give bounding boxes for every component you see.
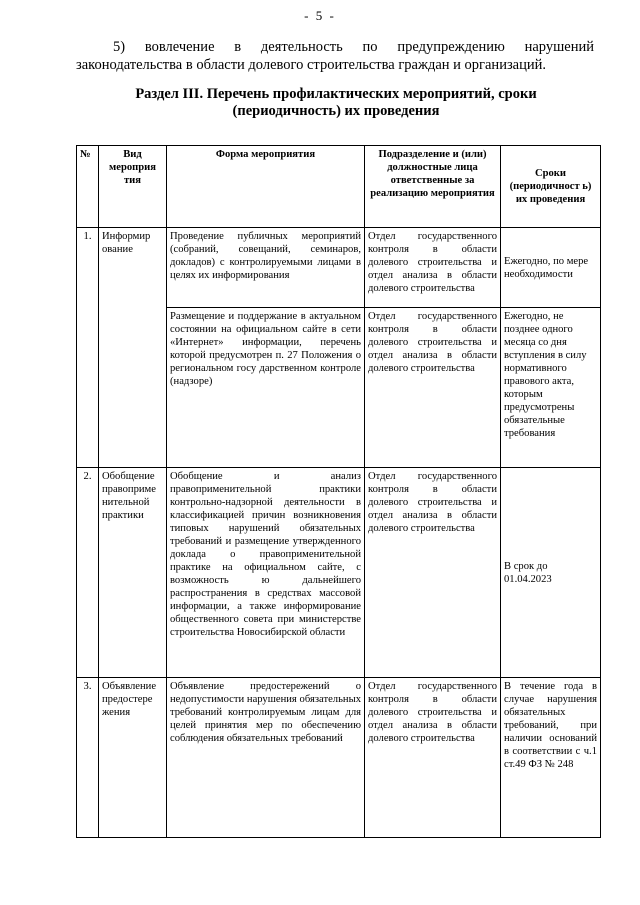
row-1-num: 1.: [77, 228, 99, 468]
row-3-num: 3.: [77, 678, 99, 838]
activities-table: [76, 145, 601, 838]
row-2-num: 2.: [77, 468, 99, 678]
section-heading-line-2: (периодичность) их проведения: [232, 103, 440, 119]
section-heading-line-1: Раздел III. Перечень профилактических мероприятий, сроки: [135, 86, 537, 102]
row-1-type: Информир ование: [99, 228, 167, 468]
intro-line-2: законодательства в области долевого строительства граждан и организаций.: [76, 57, 547, 73]
row-2-responsible: Отдел государственного контроля в области долевого строительства и отдел анализа в области долевого строительства: [365, 468, 501, 678]
row-2-type: Обобщение правоприме нительной практики: [99, 468, 167, 678]
row-1-responsible: Отдел государственного контроля в области долевого строительства и отдел анализа в области долевого строительства: [365, 228, 501, 308]
intro-line-1: 5) вовлечение в деятельность по предупреждению нарушений: [113, 39, 594, 55]
header-type: Вид мероприя тия: [99, 146, 167, 228]
row-3-type: Объявление предостере жения: [99, 678, 167, 838]
table-header-row: [77, 146, 601, 228]
row-2-form: Обобщение и анализ правоприменительной практики контрольно-надзорной деятельности в классификацией причин возникновения типовых нарушений обязательных требований и размещение утвержденного доклада о правоприменительной практике на официальном сайте, с возможность ю дальнейшего распространения в средствах массовой информации, а также информирование общественного совета при министерстве строительства Новосибирской области: [167, 468, 365, 678]
row-1b-responsible: Отдел государственного контроля в области долевого строительства и отдел анализа в области долевого строительства: [365, 308, 501, 468]
row-2-terms: В срок до 01.04.2023: [501, 468, 601, 678]
table-row: [77, 678, 601, 838]
header-terms: Сроки (периодичност ь) их проведения: [501, 146, 601, 228]
header-num: №: [77, 146, 99, 228]
intro-paragraph: [76, 38, 594, 74]
section-heading: [80, 86, 592, 120]
table-row: [77, 228, 601, 308]
row-1b-form: Размещение и поддержание в актуальном состоянии на официальном сайте в сети «Интернет» информации, перечень которой предусмотрен п. 27 Положения о региональном госу дарственном контроле (надзоре): [167, 308, 365, 468]
table-row: [77, 468, 601, 678]
row-3-terms: В течение года в случае нарушения обязательных требований, при наличии оснований в соответствии с ч.1 ст.49 ФЗ № 248: [501, 678, 601, 838]
row-1-terms: Ежегодно, по мере необходимости: [501, 228, 601, 308]
header-responsible: Подразделение и (или) должностные лица ответственные за реализацию мероприятия: [365, 146, 501, 228]
row-3-responsible: Отдел государственного контроля в области долевого строительства и отдел анализа в области долевого строительства: [365, 678, 501, 838]
row-3-form: Объявление предостережений о недопустимости нарушения обязательных требований контролируемым лицам для целей принятия мер по обеспечению соблюдения обязательных требований: [167, 678, 365, 838]
header-form: Форма мероприятия: [167, 146, 365, 228]
row-1b-terms: Ежегодно, не позднее одного месяца со дня вступления в силу нормативного правового акта, которым предусмотрены обязательные требования: [501, 308, 601, 468]
row-1-form: Проведение публичных мероприятий (собраний, совещаний, семинаров, докладов) с контролируемыми лицами в целях их информирования: [167, 228, 365, 308]
page-number: - 5 -: [304, 8, 336, 23]
